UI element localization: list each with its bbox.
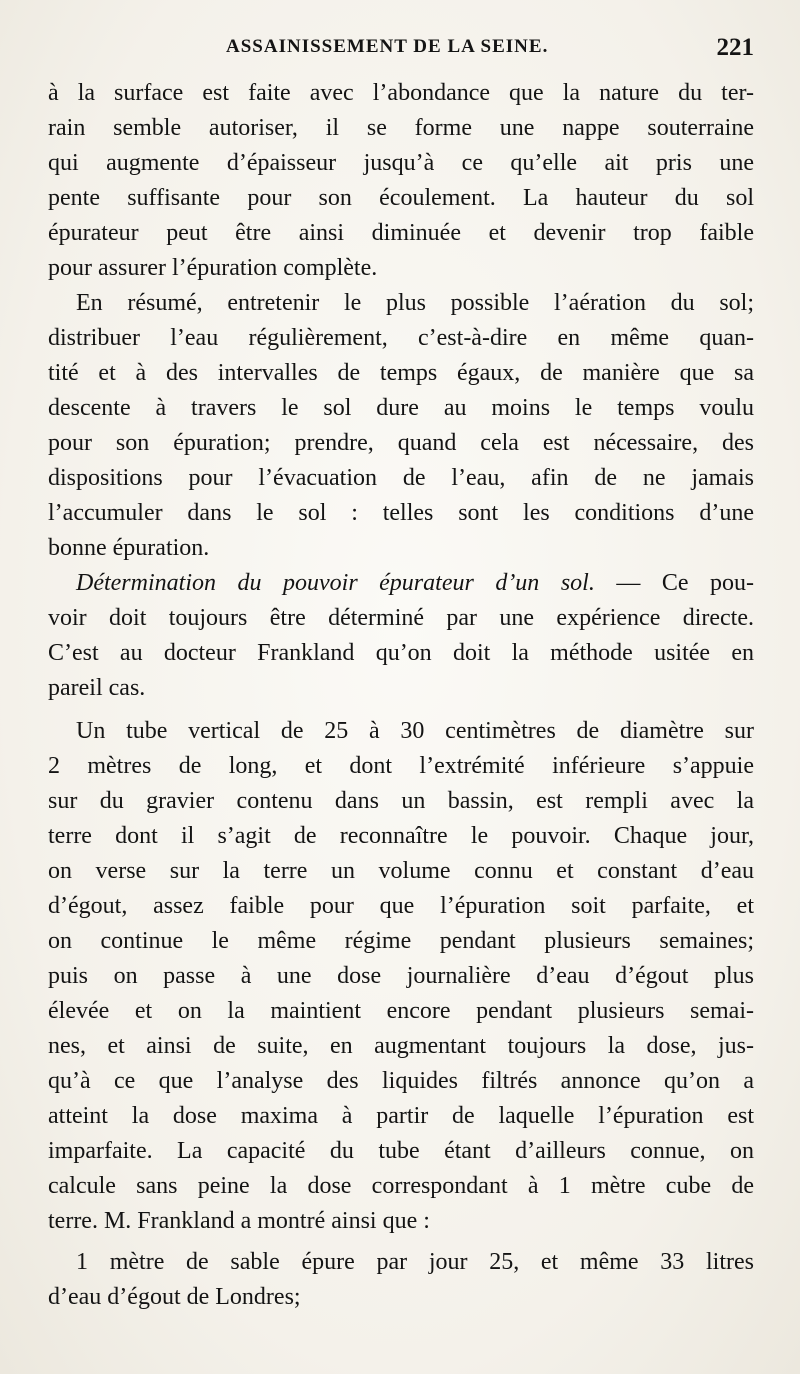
text-line: puis on passe à une dose journalière d’eau d’égout plus	[48, 963, 754, 989]
text-line: qu’à ce que l’analyse des liquides filtrés annonce qu’on a	[48, 1068, 754, 1094]
text-line: nes, et ainsi de suite, en augmentant toujours la dose, jus-	[48, 1033, 754, 1059]
paragraph	[48, 76, 754, 286]
text-line: 1 mètre de sable épure par jour 25, et même 33 litres	[76, 1249, 754, 1275]
text-line: dispositions pour l’évacuation de l’eau, afin de ne jamais	[48, 465, 754, 491]
text-line: on continue le même régime pendant plusieurs semaines;	[48, 928, 754, 954]
text-line: 2 mètres de long, et dont l’extrémité inférieure s’appuie	[48, 753, 754, 779]
text-line: d’égout, assez faible pour que l’épuration soit parfaite, et	[48, 893, 754, 919]
body-text	[48, 76, 754, 1315]
text-line: atteint la dose maxima à partir de laquelle l’épuration est	[48, 1103, 754, 1129]
text-line: pareil cas.	[48, 675, 146, 701]
text-line: pour assurer l’épuration complète.	[48, 255, 378, 281]
text-line: rain semble autoriser, il se forme une nappe souterraine	[48, 115, 754, 141]
text-line: descente à travers le sol dure au moins le temps voulu	[48, 395, 754, 421]
text-line: à la surface est faite avec l’abondance que la nature du ter-	[48, 80, 754, 106]
text-line: Un tube vertical de 25 à 30 centimètres de diamètre sur	[76, 718, 754, 744]
page-header	[48, 34, 754, 74]
paragraph	[48, 286, 754, 566]
running-title: ASSAINISSEMENT DE LA SEINE.	[226, 36, 549, 57]
section-heading: Détermination du pouvoir épurateur d’un sol.	[76, 570, 595, 596]
text-line	[48, 566, 754, 601]
text-line: terre. M. Frankland a montré ainsi que :	[48, 1208, 430, 1234]
text-line: pente suffisante pour son écoulement. La hauteur du sol	[48, 185, 754, 211]
text-line: l’accumuler dans le sol : telles sont les conditions d’une	[48, 500, 754, 526]
text-line: calcule sans peine la dose correspondant à 1 mètre cube de	[48, 1173, 754, 1199]
paragraph	[48, 714, 754, 1239]
paragraph	[48, 566, 754, 706]
text-line: C’est au docteur Frankland qu’on doit la méthode usitée en	[48, 640, 754, 666]
text-line: qui augmente d’épaisseur jusqu’à ce qu’elle ait pris une	[48, 150, 754, 176]
text-line: imparfaite. La capacité du tube étant d’ailleurs connue, on	[48, 1138, 754, 1164]
page-number: 221	[716, 34, 754, 61]
text-line: bonne épuration.	[48, 535, 210, 561]
text-line: tité et à des intervalles de temps égaux, de manière que sa	[48, 360, 754, 386]
text-line: En résumé, entretenir le plus possible l’aération du sol;	[76, 290, 754, 316]
text-line: sur du gravier contenu dans un bassin, est rempli avec la	[48, 788, 754, 814]
text-line: terre dont il s’agit de reconnaître le pouvoir. Chaque jour,	[48, 823, 754, 849]
text-line: distribuer l’eau régulièrement, c’est-à-dire en même quan-	[48, 325, 754, 351]
text-line: pour son épuration; prendre, quand cela est nécessaire, des	[48, 430, 754, 456]
heading-continuation: — Ce pou-	[594, 570, 754, 596]
text-line: épurateur peut être ainsi diminuée et devenir trop faible	[48, 220, 754, 246]
text-line: on verse sur la terre un volume connu et constant d’eau	[48, 858, 754, 884]
text-line: élevée et on la maintient encore pendant plusieurs semai-	[48, 998, 754, 1024]
text-line: d’eau d’égout de Londres;	[48, 1284, 301, 1310]
text-line: voir doit toujours être déterminé par une expérience directe.	[48, 605, 754, 631]
paragraph	[48, 1245, 754, 1315]
